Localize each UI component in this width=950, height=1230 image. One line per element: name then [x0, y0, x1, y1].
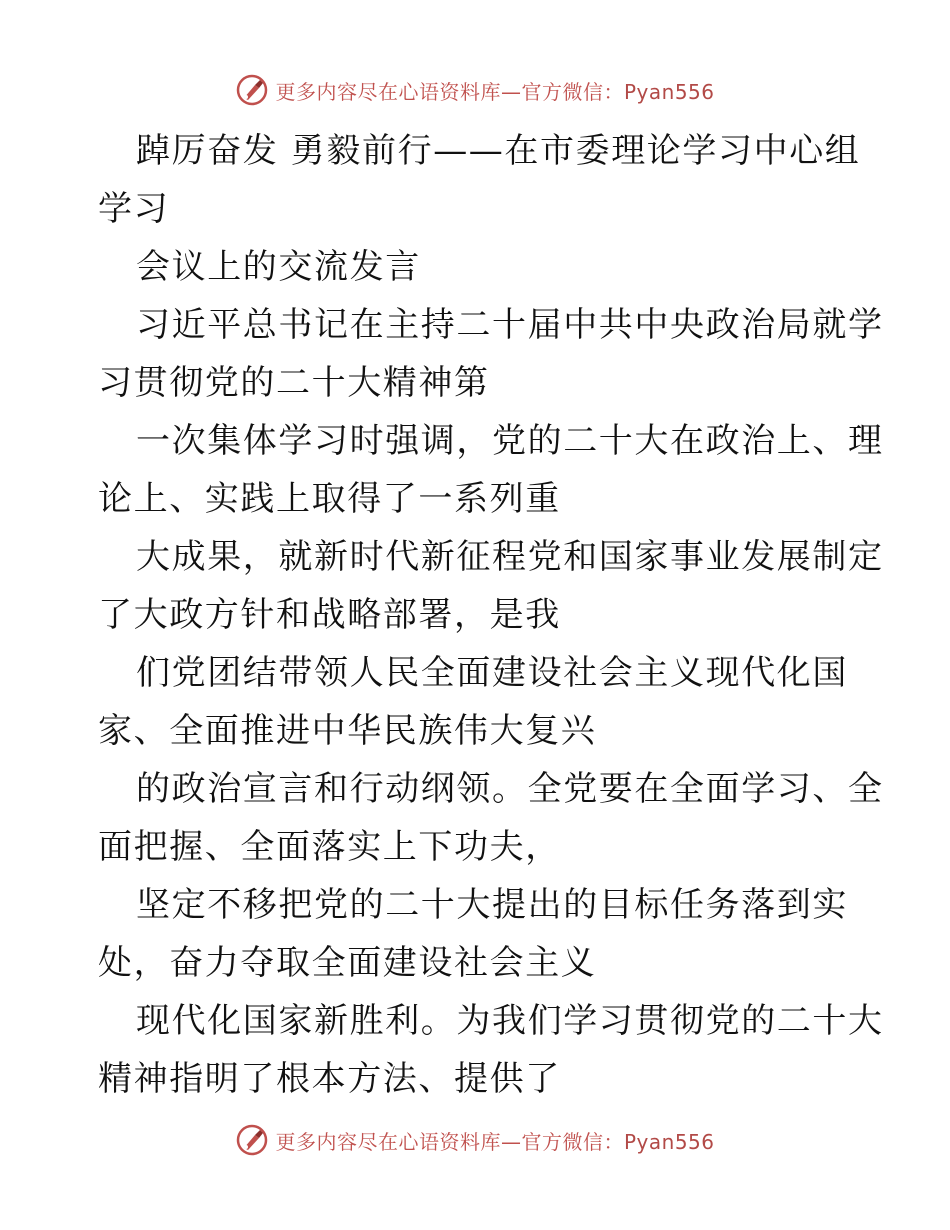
watermark-id: Pyan556	[623, 79, 715, 104]
text-line: 坚定不移把党的二十大提出的目标任务落到实	[136, 885, 848, 925]
text-line: 习近平总书记在主持二十届中共中央政治局就学	[136, 305, 884, 345]
text-line: 们党团结带领人民全面建设社会主义现代化国	[136, 653, 848, 693]
text-line: 处，奋力夺取全面建设社会主义	[98, 943, 597, 983]
text-line: 习贯彻党的二十大精神第	[98, 363, 490, 403]
text-line: 学习	[98, 189, 170, 229]
text-line: 现代化国家新胜利。为我们学习贯彻党的二十大	[136, 1001, 884, 1041]
text-line: 精神指明了根本方法、提供了	[98, 1059, 561, 1099]
text-line: 论上、实践上取得了一系列重	[98, 479, 561, 519]
header-watermark	[0, 70, 950, 110]
text-line: 一次集体学习时强调，党的二十大在政治上、理	[136, 421, 884, 461]
text-line: 会议上的交流发言	[136, 247, 421, 287]
text-line: 的政治宣言和行动纲领。全党要在全面学习、全	[136, 769, 884, 809]
pen-logo-icon	[235, 1123, 269, 1157]
text-line: 面把握、全面落实上下功夫，	[98, 827, 561, 867]
watermark-text	[275, 76, 714, 105]
document-body	[98, 122, 884, 1108]
watermark-label: 更多内容尽在心语资料库—官方微信：	[275, 1129, 624, 1154]
text-line: 家、全面推进中华民族伟大复兴	[98, 711, 597, 751]
pen-logo-icon	[235, 73, 269, 107]
watermark-text	[275, 1126, 714, 1155]
text-line: 踔厉奋发 勇毅前行——在市委理论学习中心组	[136, 131, 861, 171]
watermark-label: 更多内容尽在心语资料库—官方微信：	[275, 79, 624, 104]
watermark-id: Pyan556	[623, 1129, 715, 1154]
text-line: 大成果，就新时代新征程党和国家事业发展制定	[136, 537, 884, 577]
text-line: 了大政方针和战略部署，是我	[98, 595, 561, 635]
footer-watermark	[0, 1120, 950, 1160]
